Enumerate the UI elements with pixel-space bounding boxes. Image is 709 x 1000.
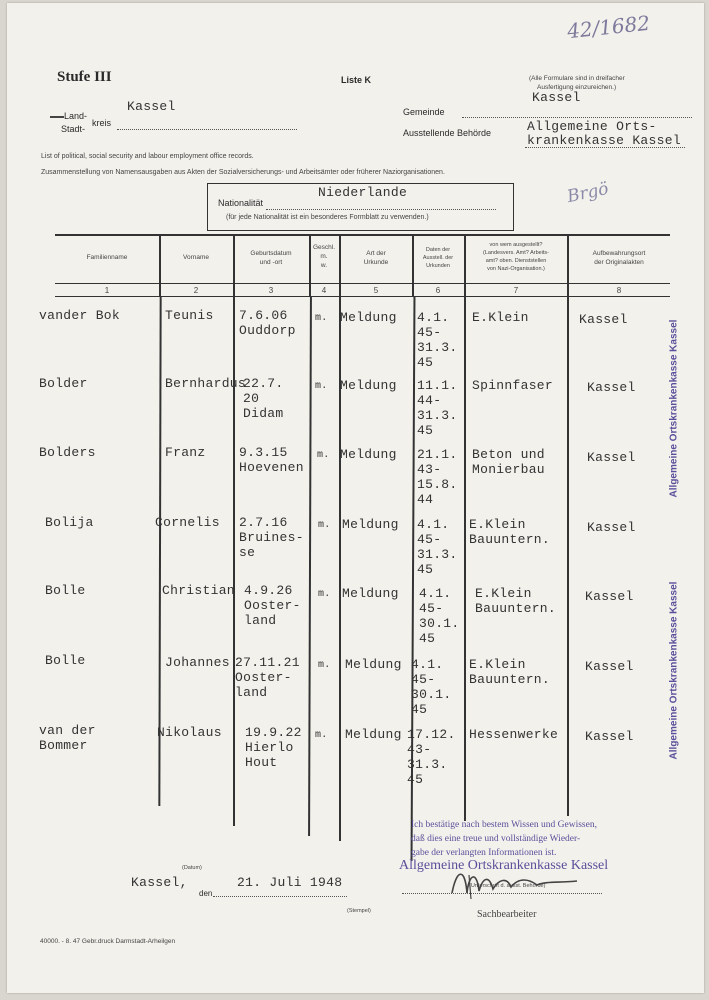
col-header-7: von wem ausgestellt? (Landesvers. Amt? Arbeits- amt? oben. Dienststellen von Nazi-Organisation.) <box>482 242 550 272</box>
cell-birth: 4.9.26 Ooster- land <box>244 583 301 628</box>
cell-firstname: Bernhardus <box>165 376 247 391</box>
document-page <box>7 3 704 993</box>
col-number-8: 8 <box>616 286 622 295</box>
col-number-5: 5 <box>373 286 379 295</box>
cell-surname: Bolders <box>39 445 96 460</box>
cell-storage: Kassel <box>587 380 636 395</box>
behoerde-value-line2: krankenkasse Kassel <box>527 133 681 148</box>
col-header-6: Daten der Ausstell. der Urkunden <box>422 247 454 269</box>
cell-storage: Kassel <box>579 312 628 327</box>
cell-doc-type: Meldung <box>342 517 399 532</box>
cell-birth: 9.3.15 Hoevenen <box>239 445 304 475</box>
cell-sex: m. <box>317 450 330 461</box>
nationality-value: Niederlande <box>318 185 408 200</box>
cell-sex: m. <box>315 730 328 741</box>
nationality-label: Nationalität <box>218 198 264 208</box>
cell-issuer: E.Klein Bauuntern. <box>475 586 557 616</box>
cell-doc-type: Meldung <box>345 727 402 742</box>
nationality-box <box>207 183 514 231</box>
cell-dates: 4.1. 45- 30.1. 45 <box>419 586 460 646</box>
form-note-line2: Ausfertigung einzureichen.) <box>537 84 617 91</box>
col-header-4: Geschl. m. w. <box>312 244 336 269</box>
gemeinde-value: Kassel <box>532 90 581 105</box>
cell-storage: Kassel <box>585 659 634 674</box>
certification-line2: daß dies eine treue und vollständige Wieder- <box>411 834 581 844</box>
cell-dates: 4.1. 45- 31.3. 45 <box>417 310 458 370</box>
cell-birth: 27.11.21 Ooster- land <box>235 655 300 700</box>
col-number-7: 7 <box>513 286 519 295</box>
gemeinde-label: Gemeinde <box>403 107 445 117</box>
cell-storage: Kassel <box>587 450 636 465</box>
cell-birth: 19.9.22 Hierlo Hout <box>245 725 302 770</box>
cell-firstname: Cornelis <box>155 515 220 530</box>
col-number-6: 6 <box>435 286 441 295</box>
cell-sex: m. <box>315 313 328 324</box>
signer-role: Sachbearbeiter <box>477 909 537 920</box>
cell-doc-type: Meldung <box>342 586 399 601</box>
cell-birth: 2.7.16 Bruines- se <box>239 515 304 560</box>
stadt-label: Stadt- <box>61 124 86 134</box>
signature-title-label: (Unterschrift d. ausst. Behörde) <box>469 883 546 889</box>
cell-firstname: Christian <box>162 583 235 598</box>
cell-dates: 4.1. 45- 30.1. 45 <box>411 657 452 717</box>
cell-dates: 11.1. 44- 31.3. 45 <box>417 378 458 438</box>
cell-sex: m. <box>318 660 331 671</box>
cell-birth: 7.6.06 Ouddorp <box>239 308 296 338</box>
side-stamp-lower: Allgemeine Ortskrankenkasse Kassel <box>668 581 680 760</box>
kreis-label: kreis <box>92 118 112 128</box>
cell-doc-type: Meldung <box>340 378 397 393</box>
land-label: Land- <box>50 111 87 121</box>
cell-surname: vander Bok <box>39 308 121 323</box>
cell-sex: m. <box>318 520 331 531</box>
certification-line3: gabe der verlangten Informationen ist. <box>411 848 557 858</box>
cell-surname: Bolle <box>45 653 86 668</box>
cell-storage: Kassel <box>587 520 636 535</box>
caption-german: Zusammenstellung von Namensausgaben aus Akten der Sozialversicherungs- und Arbeitsämter oder früherer Naziorganisationen. <box>41 169 445 176</box>
cell-storage: Kassel <box>585 729 634 744</box>
col-header-5: Art der Urkunde <box>363 250 389 266</box>
margin-scribble: Brgö <box>565 178 611 208</box>
cell-doc-type: Meldung <box>340 447 397 462</box>
cell-firstname: Johannes <box>165 655 230 670</box>
cell-dates: 21.1. 43- 15.8. 44 <box>417 447 458 507</box>
cell-surname: Bolle <box>45 583 86 598</box>
cell-firstname: Franz <box>165 445 206 460</box>
col-header-1: Familienname <box>86 254 128 261</box>
cell-surname: van der Bommer <box>39 723 96 753</box>
footer-den: den <box>199 889 213 898</box>
cell-storage: Kassel <box>585 589 634 604</box>
cell-issuer: E.Klein Bauuntern. <box>469 657 551 687</box>
caption-english: List of political, social security and labour employment office records. <box>41 153 254 160</box>
side-stamp-upper: Allgemeine Ortskrankenkasse Kassel <box>668 319 680 498</box>
form-note-line1: (Alle Formulare sind in dreifacher <box>529 75 625 82</box>
col-header-2: Vorname <box>182 254 210 261</box>
level-title: Stufe III <box>57 69 112 85</box>
cell-dates: 17.12. 43- 31.3. 45 <box>407 727 456 787</box>
col-number-4: 4 <box>321 286 327 295</box>
cell-firstname: Nikolaus <box>157 725 222 740</box>
footer-city: Kassel, <box>131 875 188 890</box>
office-stamp: Allgemeine Ortskrankenkasse Kassel <box>399 858 609 873</box>
certification-line1: Ich bestätige nach bestem Wissen und Gewissen, <box>411 820 597 830</box>
col-number-2: 2 <box>193 286 199 295</box>
date-label: (Datum) <box>182 865 202 871</box>
printer-imprint: 40000. - 8. 47 Gebr.druck Darmstadt-Arheilgen <box>40 938 176 945</box>
handwritten-reference: 42/1682 <box>565 10 652 44</box>
col-number-1: 1 <box>104 286 110 295</box>
cell-issuer: E.Klein Bauuntern. <box>469 517 551 547</box>
cell-issuer: E.Klein <box>472 310 529 325</box>
cell-firstname: Teunis <box>165 308 214 323</box>
cell-doc-type: Meldung <box>340 310 397 325</box>
cell-surname: Bolder <box>39 376 88 391</box>
cell-dates: 4.1. 45- 31.3. 45 <box>417 517 458 577</box>
cell-doc-type: Meldung <box>345 657 402 672</box>
col-header-8: Aufbewahrungsort der Originalakten <box>592 250 646 266</box>
cell-birth: 22.7. 20 Didam <box>243 376 284 421</box>
stempel-label: (Stempel) <box>347 908 371 914</box>
cell-issuer: Hessenwerke <box>469 727 559 742</box>
cell-sex: m. <box>315 381 328 392</box>
cell-issuer: Beton und Monierbau <box>472 447 545 477</box>
behoerde-value-line1: Allgemeine Orts- <box>527 119 657 134</box>
col-number-3: 3 <box>268 286 274 295</box>
cell-surname: Bolija <box>45 515 94 530</box>
list-title: Liste K <box>341 75 372 85</box>
cell-issuer: Spinnfaser <box>472 378 554 393</box>
kreis-value: Kassel <box>127 99 176 114</box>
cell-sex: m. <box>318 589 331 600</box>
footer-date: 21. Juli 1948 <box>237 875 343 890</box>
behoerde-label: Ausstellende Behörde <box>403 128 492 138</box>
nationality-note: (für jede Nationalität ist ein besonderes Formblatt zu verwenden.) <box>226 214 429 221</box>
col-header-3: Geburtsdatum und -ort <box>250 250 292 266</box>
